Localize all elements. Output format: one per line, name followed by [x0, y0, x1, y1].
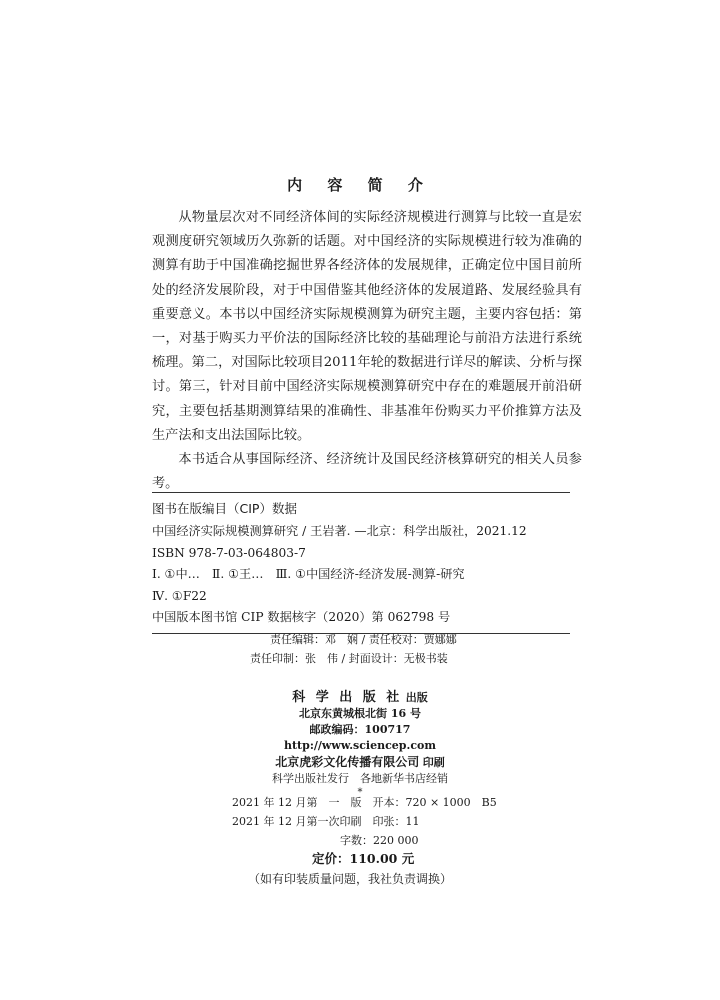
publisher-address: 北京东黄城根北街 16 号 — [299, 707, 421, 720]
edition-line-2: 2021 年 12 月第一次印刷 印张：11 — [232, 815, 420, 828]
editors-line-1: 责任编辑：邓 娴 / 责任校对：贾娜娜 — [270, 633, 457, 646]
cip-heading: 图书在版编目（CIP）数据 — [152, 501, 297, 516]
publisher-block — [0, 690, 720, 799]
summary-title: 内 容 简 介 — [287, 176, 433, 194]
printer-line — [0, 754, 720, 771]
publisher-name: 科 学 出 版 社 — [292, 690, 403, 705]
summary-paragraph: 本书适合从事国际经济、经济统计及国民经济核算研究的相关人员参考。 — [152, 452, 582, 492]
cip-classification-1: Ⅰ. ①中… Ⅱ. ①王… Ⅲ. ①中国经济-经济发展-测算-研究 — [152, 567, 465, 581]
cip-isbn: ISBN 978-7-03-064803-7 — [152, 545, 306, 560]
cip-classification-2: Ⅳ. ①F22 — [152, 588, 207, 603]
separator-star: * — [357, 787, 363, 798]
publisher-website: http://www.sciencep.com — [283, 739, 437, 752]
cip-record-number: 中国版本图书馆 CIP 数据核字（2020）第 062798 号 — [152, 610, 451, 624]
cip-block — [152, 492, 570, 634]
word-count: 字数：220 000 — [340, 834, 419, 847]
publisher-name-line — [0, 690, 720, 706]
printer-suffix: 印刷 — [422, 756, 445, 769]
distribution-line: 科学出版社发行 各地新华书店经销 — [272, 772, 448, 785]
publisher-postcode: 邮政编码：100717 — [309, 723, 411, 736]
editors-line-2: 责任印制：张 伟 / 封面设计：无极书装 — [250, 652, 448, 665]
printer-name: 北京虎彩文化传播有限公司 — [275, 755, 420, 769]
summary-body — [152, 206, 582, 496]
edition-line-1: 2021 年 12 月第 一 版 开本：720 × 1000 B5 — [232, 796, 497, 809]
publisher-name-suffix: 出版 — [405, 691, 428, 704]
cip-bibliographic-line: 中国经济实际规模测算研究 / 王岩著. —北京：科学出版社，2021.12 — [152, 524, 527, 538]
quality-note: （如有印装质量问题，我社负责调换） — [248, 872, 453, 886]
summary-paragraph: 从物量层次对不同经济体间的实际经济规模进行测算与比较一直是宏观测度研究领域历久弥新的话题。对中国经济的实际规模进行较为准确的测算有助于中国准确挖掘世界各经济体的发展规律，正确定位中国目前所处的经济发展阶段，对于中国借鉴其他经济体的发展道路、发展经验具有重要意义。本书以中国经济实际规模测算为研究主题，主要内容包括：第一，对基于购买力平价法的国际经济比较的基础理论与前沿方法进行系统梳理。第二，对国际比较项目2011年轮的数据进行详尽的解读、分析与探讨。第三，针对目前中国经济实际规模测算研究中存在的难题展开前沿研究，主要包括基期测算结果的准确性、非基准年份购买力平价推算方法及生产法和支出法国际比较。 — [152, 210, 582, 443]
price: 定价：110.00 元 — [312, 851, 415, 866]
